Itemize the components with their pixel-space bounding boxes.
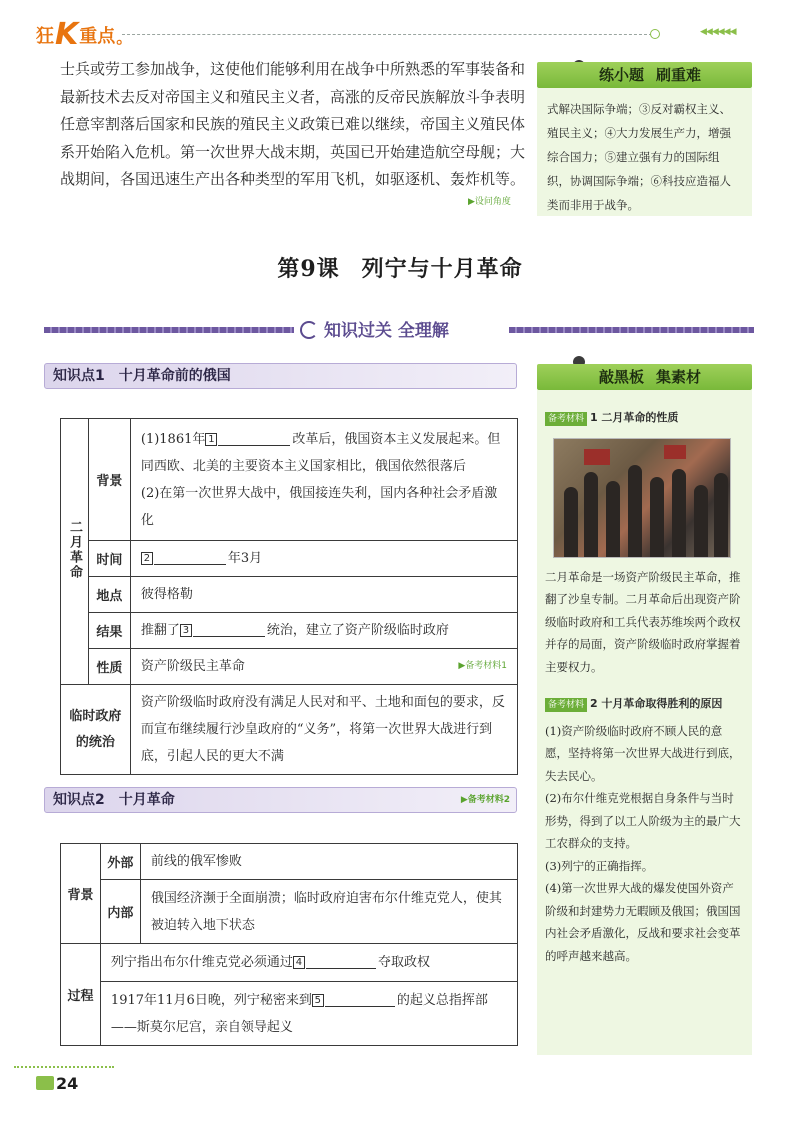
section-banner-text: 知识过关 全理解 <box>324 321 449 341</box>
blank-3[interactable] <box>193 621 265 637</box>
proc-cell-2 <box>100 982 517 1046</box>
proc-1a: 列宁指出布尔什维克党必须通过 <box>110 955 293 970</box>
t2-bg-label: 背景 <box>61 844 101 944</box>
blank-number-5: 5 <box>312 994 324 1007</box>
material-2-item: (3)列宁的正确指挥。 <box>545 858 654 873</box>
footer-divider <box>14 1066 114 1068</box>
material-2-item: (4)第一次世界大战的爆发使国外资产阶级和封建势力无暇顾及俄国；俄国国内社会矛盾激化，反战和要求社会变革的呼声越来越高。 <box>545 881 741 963</box>
material-1-title: 二月革命的性质 <box>601 411 679 424</box>
nature-cell <box>130 649 517 685</box>
knowledge-point-2-bar <box>44 787 517 813</box>
nature-ref-tag: ▶备考材料1 <box>458 661 507 671</box>
revolution-photo <box>553 438 731 558</box>
page-number-text: 24 <box>56 1074 79 1093</box>
proc-label: 过程 <box>61 944 101 1046</box>
page-number <box>36 1074 78 1093</box>
brand-logo <box>36 17 133 52</box>
material-panel-header <box>537 364 752 390</box>
nature-value: 资产阶级民主革命 <box>140 659 245 674</box>
practice-panel-text: 式解决国际争端；③反对霸权主义、殖民主义；④大力发展生产力，增强综合国力；⑤建立强有力的国际组织，协调国际争端；⑥科技应造福人类而非用于战争。 <box>537 88 752 216</box>
brand-k: K <box>55 17 79 52</box>
material-title-b: 集素材 <box>656 368 702 386</box>
blank-number-3: 3 <box>180 624 192 637</box>
proc-2a: 1917年11月6日晚，列宁秘密来到 <box>110 992 312 1008</box>
lesson-name: 列宁与十月革命 <box>361 256 523 282</box>
time-cell <box>130 541 517 577</box>
result-b: 统治，建立了资产阶级临时政府 <box>266 623 449 638</box>
result-cell <box>130 613 517 649</box>
practice-panel-header <box>537 62 752 88</box>
blank-4[interactable] <box>306 953 376 969</box>
blank-2[interactable] <box>154 549 226 565</box>
nature-label: 性质 <box>88 649 130 685</box>
bg-label: 背景 <box>88 419 130 541</box>
ext-label: 外部 <box>100 844 140 880</box>
blank-number-1: 1 <box>205 433 217 446</box>
time-label: 时间 <box>88 541 130 577</box>
kp1-title: 十月革命前的俄国 <box>118 368 231 384</box>
material-1-num: 1 <box>590 411 598 424</box>
blank-1[interactable] <box>218 430 290 446</box>
material-2-item: (1)资产阶级临时政府不顾人民的意愿，坚持将第一次世界大战进行到底，失去民心。 <box>545 723 741 783</box>
lesson-title <box>0 252 800 283</box>
material-2-title: 十月革命取得胜利的原因 <box>601 697 723 710</box>
practice-title-a: 练小题 <box>599 66 645 84</box>
bg-item-1a: (1)1861年 <box>140 431 206 447</box>
group-label: 二月革命 <box>66 519 82 580</box>
book-icon <box>36 1076 54 1090</box>
result-label: 结果 <box>88 613 130 649</box>
bg-item-1 <box>141 426 507 480</box>
swirl-icon <box>300 321 318 339</box>
material-2-tag: 备考材料 <box>545 698 587 712</box>
bg-cell <box>130 419 517 541</box>
place-value: 彼得格勒 <box>130 577 517 613</box>
int-label: 内部 <box>100 880 140 944</box>
material-2-num: 2 <box>590 697 598 710</box>
section-banner <box>300 316 449 341</box>
intro-question-tag: ▶设问角度 <box>468 197 511 207</box>
brand-char-2: 重点 <box>79 26 116 47</box>
blank-number-2: 2 <box>141 552 153 565</box>
lesson-number: 第9课 <box>277 256 340 282</box>
proc-2b: 的起义总指挥部——斯莫尔尼宫，亲自领导起义 <box>110 992 488 1035</box>
gov-text: 资产阶级临时政府没有满足人民对和平、土地和面包的要求，反而宣布继续履行沙皇政府的“义务”，将第一次世界大战进行到底，引起人民的更大不满 <box>130 685 517 775</box>
material-2-item: (2)布尔什维克党根据自身条件与当时形势，得到了以工人阶级为主的最广大工农群众的支持。 <box>545 791 741 850</box>
group-label-cell <box>61 419 89 685</box>
int-text: 俄国经济濒于全面崩溃；临时政府迫害布尔什维克党人，使其被迫转入地下状态 <box>140 880 517 944</box>
kp2-ref-tag: ▶备考材料2 <box>460 795 510 805</box>
gov-label: 临时政府的统治 <box>61 685 131 775</box>
blank-5[interactable] <box>325 991 395 1007</box>
blank-number-4: 4 <box>293 956 305 969</box>
time-text: 年3月 <box>227 551 263 566</box>
material-title-a: 敲黑板 <box>599 368 645 386</box>
material-panel <box>537 390 752 1055</box>
bg-item-2: (2)在第一次世界大战中，俄国接连失利，国内各种社会矛盾激化 <box>140 485 498 528</box>
material-2-list <box>545 720 744 968</box>
table-october-revolution <box>60 843 518 1046</box>
kp2-title: 十月革命 <box>118 792 175 808</box>
material-1-tag: 备考材料 <box>545 412 587 426</box>
proc-1b: 夺取政权 <box>377 955 430 970</box>
bg-item-1b: 改革后，俄国资本主义发展起来。但同西欧、北美的主要资本主义国家相比，俄国依然很落后 <box>140 431 501 474</box>
table-february-revolution <box>60 418 518 775</box>
proc-cell-1 <box>100 944 517 982</box>
intro-paragraph: 士兵或劳工参加战争，这使他们能够利用在战争中所熟悉的军事装备和最新技术去反对帝国主义和殖民主义者，高涨的反帝民族解放斗争表明任意宰割落后国家和民族的殖民主义政策已难以继续，帝国主义殖民体系开始陷入危机。第一次世界大战末期，英国已开始建造航空母舰；大战期间，各国迅速生产出各种类型的军用飞机，如驱逐机、轰炸机等。 <box>60 60 526 188</box>
kp1-label: 知识点1 <box>53 368 105 384</box>
kp2-label: 知识点2 <box>53 792 105 808</box>
place-label: 地点 <box>88 577 130 613</box>
brand-dot: 。 <box>116 28 133 47</box>
practice-title-b: 刷重难 <box>656 66 702 84</box>
material-1-text: 二月革命是一场资产阶级民主革命，推翻了沙皇专制。二月革命后出现资产阶级临时政府和工兵代表苏维埃两个政权并存的局面，资产阶级临时政府掌握着主要权力。 <box>545 569 741 674</box>
material-1-heading <box>545 406 744 430</box>
material-2-heading <box>545 692 744 716</box>
result-a: 推翻了 <box>140 623 180 638</box>
header-circle-icon <box>650 29 660 39</box>
knowledge-point-1-bar <box>44 363 517 389</box>
ext-text: 前线的俄军惨败 <box>140 844 517 880</box>
brand-char-1: 狂 <box>36 26 54 47</box>
header-arrows-icon: ◀◀◀◀◀◀ <box>700 27 736 37</box>
header-divider <box>122 34 652 35</box>
